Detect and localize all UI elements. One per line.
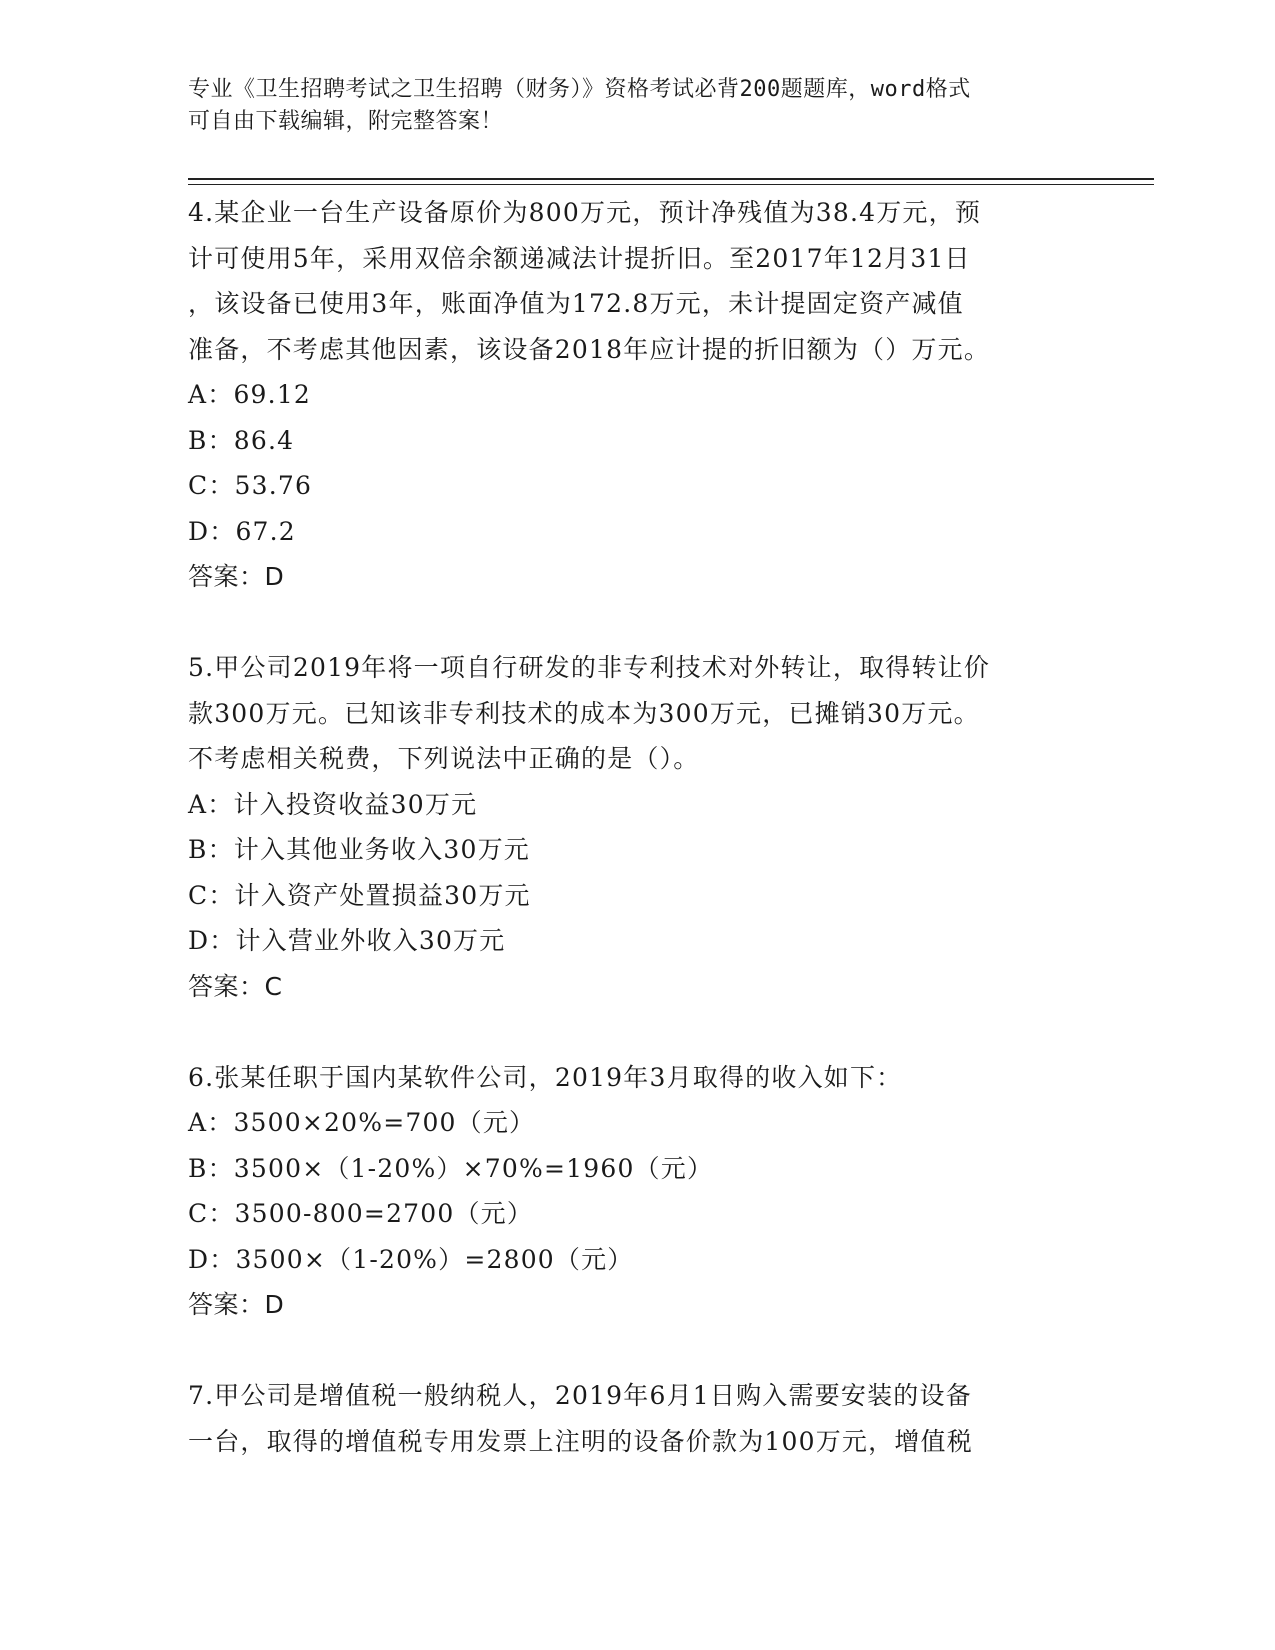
option-b: B：计入其他业务收入30万元	[188, 835, 530, 864]
question-list	[188, 190, 1088, 1464]
option-a: A：3500×20%=700（元）	[188, 1108, 536, 1137]
option-c: C：53.76	[188, 471, 313, 500]
stem-line: 款300万元。已知该非专利技术的成本为300万元，已摊销30万元。	[188, 698, 980, 728]
question-stem	[188, 1373, 1088, 1464]
stem-line: 计可使用5年，采用双倍余额递减法计提折旧。至2017年12月31日	[188, 243, 971, 273]
header-line-1: 专业《卫生招聘考试之卫生招聘（财务）》资格考试必背200题题库，word格式	[188, 77, 971, 102]
question-stem	[188, 190, 1088, 372]
spacer	[188, 600, 1088, 646]
option-b: B：3500×（1-20%）×70%=1960（元）	[188, 1153, 714, 1183]
spacer	[188, 1009, 1088, 1055]
option-b: B：86.4	[188, 425, 295, 455]
question-4	[188, 190, 1088, 600]
option-a: A：69.12	[188, 380, 312, 409]
header-divider-thin	[188, 184, 1154, 185]
header-divider-thick	[188, 178, 1154, 180]
stem-line: 5.甲公司2019年将一项自行研发的非专利技术对外转让，取得转让价	[188, 653, 991, 682]
stem-line: 一台，取得的增值税专用发票上注明的设备价款为100万元，增值税	[188, 1426, 973, 1456]
option-d: D：计入营业外收入30万元	[188, 926, 506, 955]
option-c: C：计入资产处置损益30万元	[188, 880, 531, 910]
question-7	[188, 1373, 1088, 1464]
answer-line: 答案：D	[188, 1290, 285, 1319]
stem-line: 准备，不考虑其他因素，该设备2018年应计提的折旧额为（）万元。	[188, 334, 991, 364]
question-stem	[188, 645, 1088, 782]
answer-line: 答案：D	[188, 562, 285, 591]
spacer	[188, 1328, 1088, 1374]
option-d: D：67.2	[188, 516, 296, 546]
question-stem	[188, 1055, 1088, 1101]
stem-line: 不考虑相关税费，下列说法中正确的是（）。	[188, 744, 700, 773]
header-line-2: 可自由下载编辑，附完整答案！	[188, 109, 504, 134]
stem-line: 4.某企业一台生产设备原价为800万元，预计净残值为38.4万元，预	[188, 198, 982, 227]
option-a: A：计入投资收益30万元	[188, 789, 478, 819]
document-header	[188, 74, 1088, 138]
question-6	[188, 1055, 1088, 1328]
question-5	[188, 645, 1088, 1009]
stem-line: ，该设备已使用3年，账面净值为172.8万元，未计提固定资产减值	[188, 289, 964, 318]
option-d: D：3500×（1-20%）=2800（元）	[188, 1244, 634, 1274]
stem-line: 6.张某任职于国内某软件公司，2019年3月取得的收入如下：	[188, 1062, 903, 1092]
answer-line: 答案：C	[188, 971, 283, 1001]
stem-line: 7.甲公司是增值税一般纳税人，2019年6月1日购入需要安装的设备	[188, 1381, 972, 1410]
option-c: C：3500-800=2700（元）	[188, 1199, 534, 1228]
